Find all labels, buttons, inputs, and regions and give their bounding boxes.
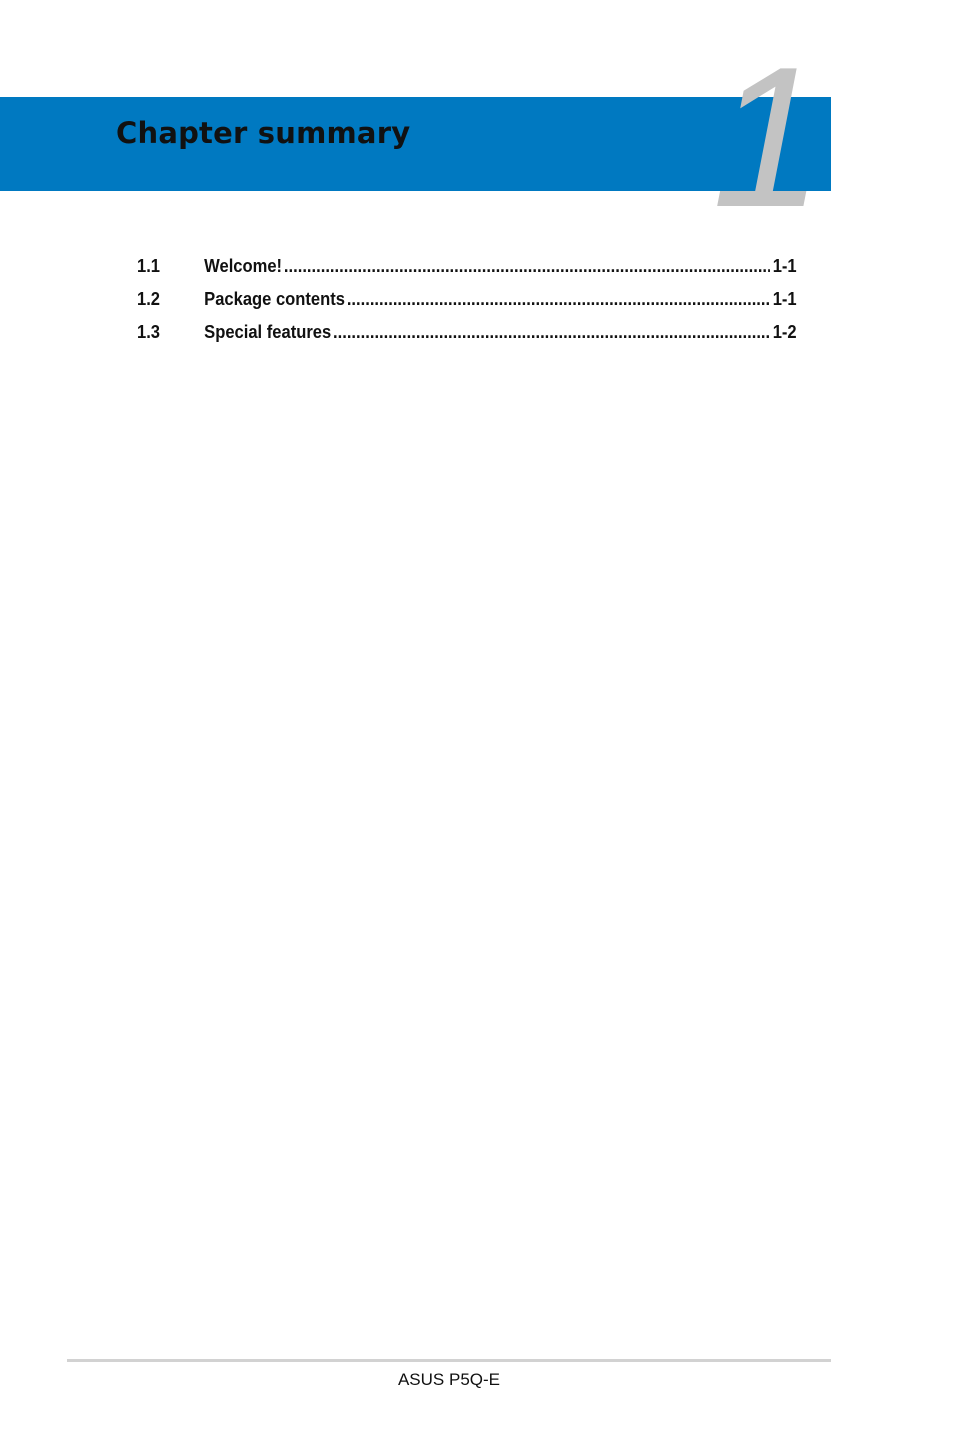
toc-entry-page: 1-1 <box>772 289 797 309</box>
table-of-contents <box>137 256 797 355</box>
toc-entry-number: 1.1 <box>137 256 161 276</box>
footer-divider <box>67 1359 831 1362</box>
toc-entry-title: Welcome! <box>204 256 283 276</box>
toc-entry[interactable] <box>137 322 797 355</box>
toc-entry-number: 1.2 <box>137 289 161 309</box>
toc-entry[interactable] <box>137 289 797 322</box>
toc-entry-page: 1-2 <box>772 322 797 342</box>
toc-entry-page: 1-1 <box>772 256 797 276</box>
toc-entry-title: Special features <box>204 322 332 342</box>
chapter-title: Chapter summary <box>116 116 411 150</box>
toc-entry-title: Package contents <box>204 289 345 309</box>
toc-entry-number: 1.3 <box>137 322 161 342</box>
toc-entry[interactable] <box>137 256 797 289</box>
toc-dot-leader <box>333 322 770 343</box>
toc-dot-leader <box>347 289 770 310</box>
toc-dot-leader <box>284 256 770 277</box>
footer-product-name: ASUS P5Q-E <box>397 1370 501 1389</box>
chapter-number: 1 <box>712 26 824 249</box>
